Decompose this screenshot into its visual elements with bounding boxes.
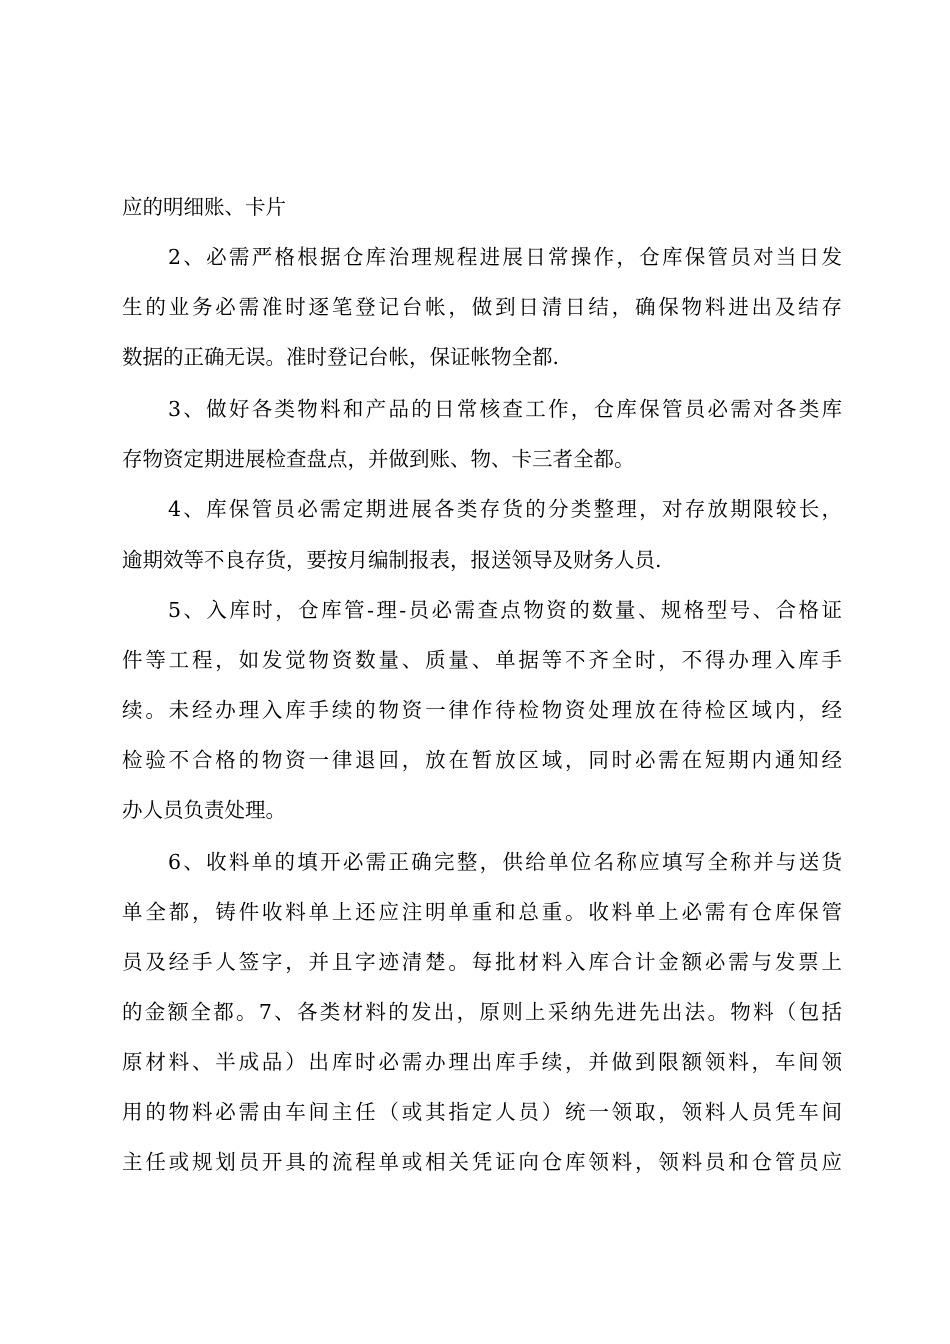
text-line: 存物资定期进展检查盘点，并做到账、物、卡三者全都。 xyxy=(122,447,635,471)
text-line: 主任或规划员开具的流程单或相关凭证向仓库领料，领料员和仓管员应 xyxy=(122,1150,842,1174)
text-line: 5、入库时，仓库管-理-员必需查点物资的数量、规格型号、合格证 xyxy=(168,598,842,622)
text-line: 件等工程，如发觉物资数量、质量、单据等不齐全时，不得办理入库手 xyxy=(122,648,842,672)
text-line: 应的明细账、卡片 xyxy=(122,195,286,219)
text-line: 检验不合格的物资一律退回，放在暂放区域，同时必需在短期内通知经 xyxy=(122,748,842,772)
text-line: 单全都，铸件收料单上还应注明单重和总重。收料单上必需有仓库保管 xyxy=(122,900,842,924)
text-line: 3、做好各类物料和产品的日常核查工作，仓库保管员必需对各类库 xyxy=(168,397,842,421)
text-line: 的金额全都。7、各类材料的发出，原则上采纳先进先出法。物料（包括 xyxy=(122,1000,842,1024)
text-line: 逾期效等不良存货，要按月编制报表，报送领导及财务人员. xyxy=(122,548,662,572)
text-line: 生的业务必需准时逐笔登记台帐，做到日清日结，确保物料进出及结存 xyxy=(122,295,842,319)
text-line: 续。未经办理入库手续的物资一律作待检物资处理放在待检区域内，经 xyxy=(122,698,842,722)
text-line: 原材料、半成品）出库时必需办理出库手续，并做到限额领料，车间领 xyxy=(122,1050,842,1074)
text-line: 2、必需严格根据仓库治理规程进展日常操作，仓库保管员对当日发 xyxy=(168,245,842,269)
text-line: 6、收料单的填开必需正确完整，供给单位名称应填写全称并与送货 xyxy=(168,850,842,874)
text-line: 办人员负责处理。 xyxy=(122,798,286,822)
text-line: 用的物料必需由车间主任（或其指定人员）统一领取，领料人员凭车间 xyxy=(122,1100,842,1124)
text-line: 4、库保管员必需定期进展各类存货的分类整理，对存放期限较长， xyxy=(168,497,842,521)
text-line: 员及经手人签字，并且字迹清楚。每批材料入库合计金额必需与发票上 xyxy=(122,950,842,974)
text-line: 数据的正确无误。准时登记台帐，保证帐物全都. xyxy=(122,345,560,369)
